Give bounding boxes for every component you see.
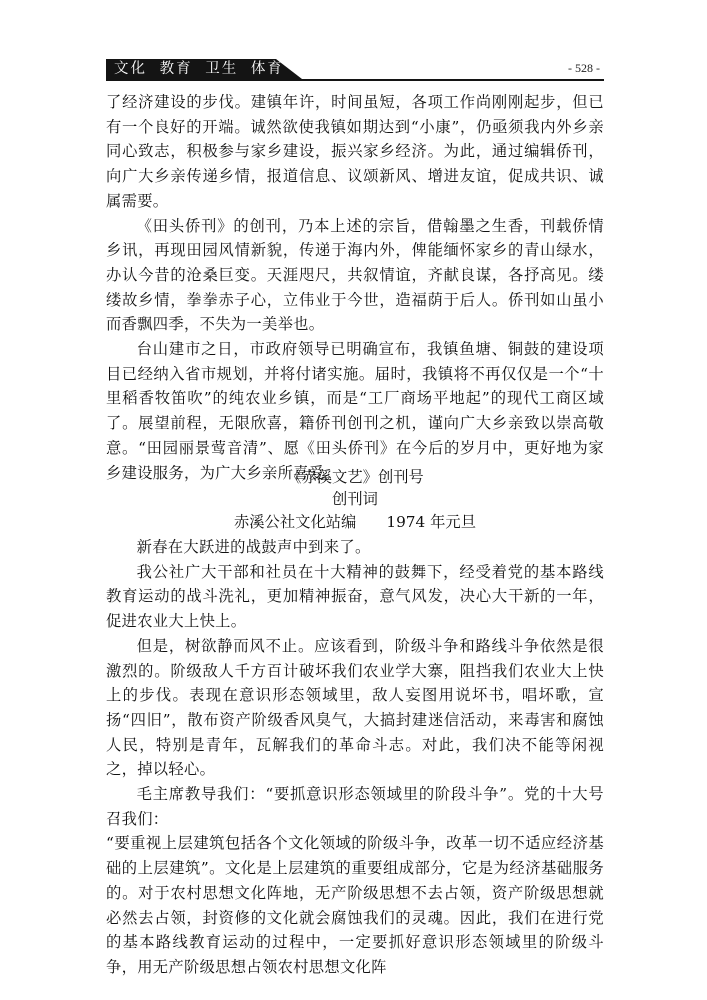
upper-text-block [106, 90, 604, 485]
paragraph: 了经济建设的步伐。建镇年许，时间虽短，各项工作尚刚刚起步，但已有一个良好的开端。诚然欲使我镇如期达到“小康”，仍亟须我内外乡亲同心致志，积极参与家乡建设，振兴家乡经济。为此，通过编辑侨刊，向广大乡亲传递乡情，报道信息、议颂新风、增进友谊，促成共识、诚属需要。 [106, 93, 604, 210]
running-header [106, 59, 604, 81]
paragraph: 但是，树欲静而风不止。应该看到，阶级斗争和路线斗争依然是很激烈的。阶级敌人千方百计破坏我们农业学大寨，阻挡我们农业大上快上的步伐。表现在意识形态领域里，敌人妄图用说坏书，唱坏歌，宣扬“四旧”，散布资产阶级香风臭气，大搞封建迷信活动，来毒害和腐蚀人民，特别是青年，瓦解我们的革命斗志。对此，我们决不能等闲视之，掉以轻心。 [106, 636, 604, 779]
article-date: 1974 年元旦 [386, 513, 477, 531]
section-title: 文化 教育 卫生 体育 [114, 61, 284, 77]
paragraph: 《田头侨刊》的创刊，乃本上述的宗旨，借翰墨之生香，刊载侨情乡讯，再现田园风情新貌，传递于海内外，俾能缅怀家乡的青山绿水，办认今昔的沧桑巨变。天涯咫尺，共叙情谊，齐献良谋，各抒高见。缕缕故乡情，拳拳赤子心，立伟业于今世，造福荫于后人。侨刊如山虽小而香飘四季，不失为一美举也。 [106, 216, 604, 334]
article-byline [106, 512, 604, 532]
paragraph: 新春在大跃进的战鼓声中到来了。 [136, 538, 371, 556]
article-body [106, 535, 604, 980]
paragraph: 台山建市之日，市政府领导已明确宣布，我镇鱼塘、铜鼓的建设项目已经纳入省市规划，并将付诸实施。届时，我镇将不再仅仅是一个“十里稻香牧笛吹”的纯农业乡镇，而是“工厂商场平地起”的现代工商区域了。展望前程，无限欣喜，籍侨刊创刊之机，谨向广大乡亲致以崇高敬意。“田园丽景莺音清”、愿《田头侨刊》在今后的岁月中，更好地为家乡建设服务，为广大乡亲所喜爱。 [106, 340, 604, 482]
paragraph: 我公社广大干部和社员在十大精神的鼓舞下，经受着党的基本路线教育运动的战斗洗礼，更加精神振奋，意气风发，决心大干新的一年，促进农业大上快上。 [106, 562, 604, 631]
paragraph: “要重视上层建筑包括各个文化领域的阶级斗争，改革一切不适应经济基础的上层建筑”。文化是上层建筑的重要组成部分，它是为经济基础服务的。对于农村思想文化阵地，无产阶级思想不去占领，资产阶级思想就必然去占领，封资修的文化就会腐蚀我们的灵魂。因此，我们在进行党的基本路线教育运动的过程中，一定要抓好意识形态领域里的阶级斗争，用无产阶级思想占领农村思想文化阵 [106, 834, 604, 976]
article-editor: 赤溪公社文化站编 [233, 513, 357, 531]
paragraph: 毛主席教导我们：“要抓意识形态领域里的阶段斗争”。党的十大号召我们： [106, 785, 604, 828]
article-title: 《赤溪文艺》创刊号 [286, 468, 424, 486]
article-subtitle: 创刊词 [332, 490, 378, 508]
header-rule [106, 79, 604, 81]
page-number: - 528 - [568, 61, 600, 75]
